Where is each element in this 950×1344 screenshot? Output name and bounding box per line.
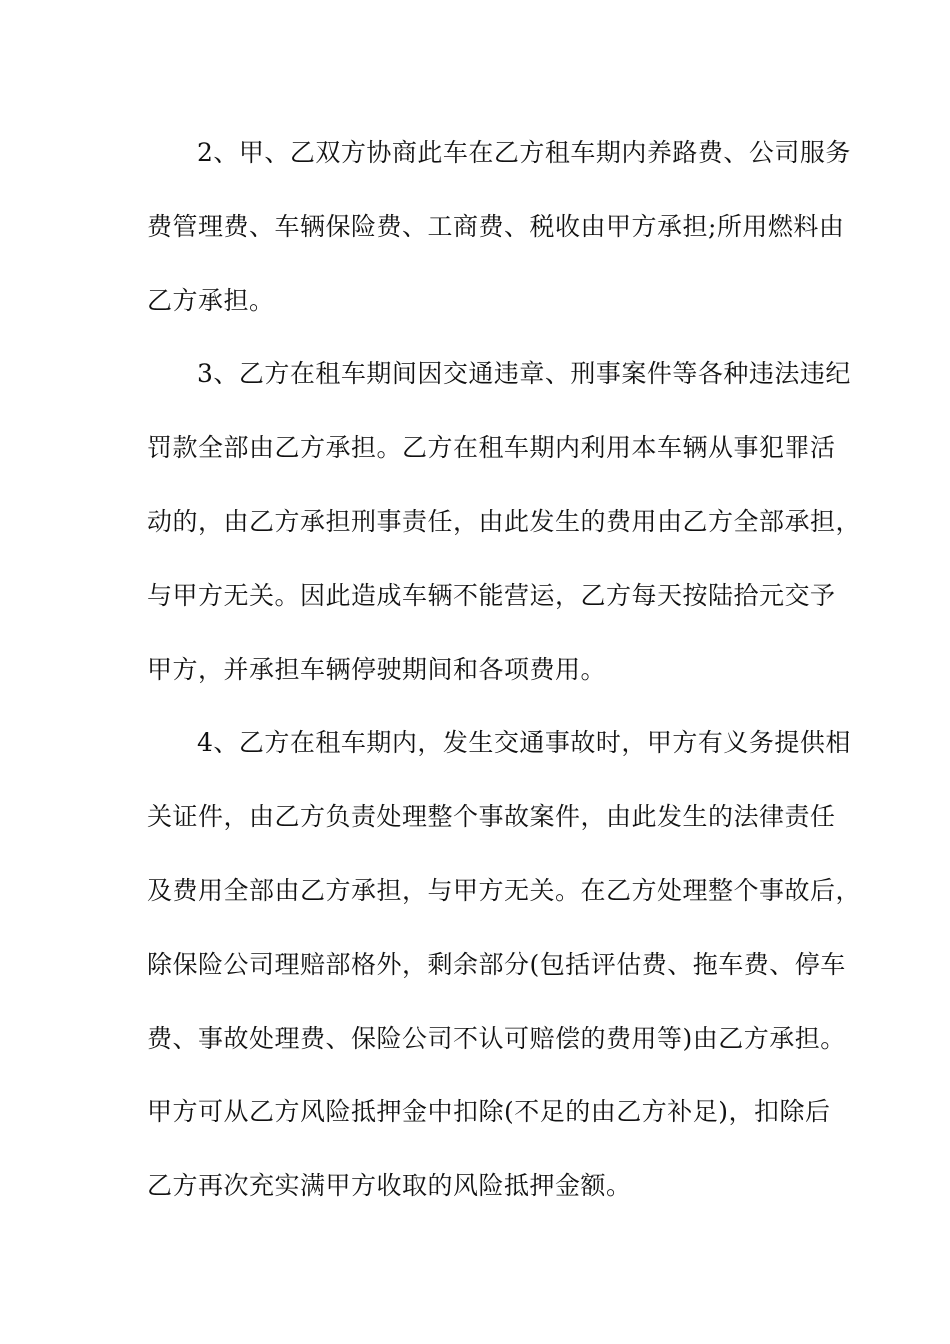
paragraph-clause-3 (147, 337, 862, 706)
paragraph-line: 及费用全部由乙方承担，与甲方无关。在乙方处理整个事故后， (147, 875, 862, 905)
paragraph-line: 甲方，并承担车辆停驶期间和各项费用。 (147, 654, 607, 684)
paragraph-line: 甲方可从乙方风险抵押金中扣除(不足的由乙方补足)，扣除后 (147, 1097, 831, 1127)
paragraph-line: 除保险公司理赔部格外，剩余部分(包括评估费、拖车费、停车 (147, 949, 846, 979)
paragraph-clause-4 (147, 706, 862, 1223)
paragraph-line: 费、事故处理费、保险公司不认可赔偿的费用等)由乙方承担。 (147, 1023, 846, 1053)
paragraph-line: 乙方承担。 (147, 285, 275, 315)
paragraph-line: 乙方再次充实满甲方收取的风险抵押金额。 (147, 1171, 632, 1201)
paragraph-line: 3、乙方在租车期间因交通违章、刑事案件等各种违法违纪 (197, 359, 851, 389)
paragraph-line: 罚款全部由乙方承担。乙方在租车期内利用本车辆从事犯罪活 (147, 433, 836, 463)
paragraph-line: 4、乙方在租车期内，发生交通事故时，甲方有义务提供相 (197, 728, 851, 758)
paragraph-line: 2、甲、乙双方协商此车在乙方租车期内养路费、公司服务 (197, 138, 851, 167)
paragraph-line: 与甲方无关。因此造成车辆不能营运，乙方每天按陆拾元交予 (147, 580, 836, 610)
paragraph-line: 费管理费、车辆保险费、工商费、税收由甲方承担;所用燃料由 (147, 211, 845, 241)
paragraph-clause-2 (147, 116, 851, 337)
paragraph-line: 动的，由乙方承担刑事责任，由此发生的费用由乙方全部承担， (147, 506, 862, 536)
paragraph-line: 关证件，由乙方负责处理整个事故案件，由此发生的法律责任 (147, 802, 836, 832)
document-body (147, 116, 862, 1223)
